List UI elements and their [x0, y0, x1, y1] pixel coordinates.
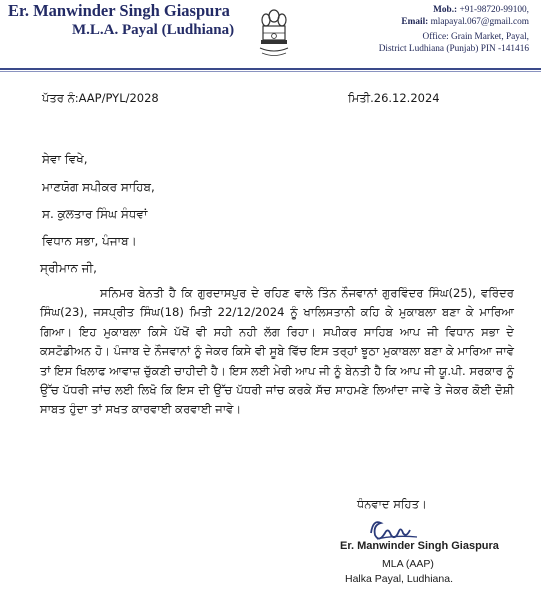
mob-value: +91-98720-99100,	[459, 5, 529, 15]
greeting: ਸ੍ਰੀਮਾਨ ਜੀ,	[40, 261, 97, 275]
closing-thanks: ਧੰਨਵਾਦ ਸਹਿਤ।	[357, 497, 427, 511]
recipient-name: ਸ. ਕੁਲਤਾਰ ਸਿੰਘ ਸੰਧਵਾਂ	[42, 207, 148, 221]
letter-date: ਮਿਤੀ.26.12.2024	[348, 91, 440, 105]
header-divider	[0, 68, 541, 70]
office-line-1: Office: Grain Market, Payal,	[422, 32, 529, 42]
mob-label: Mob.:	[433, 5, 458, 15]
office-line-2: District Ludhiana (Punjab) PIN -141416	[378, 44, 529, 54]
signatory-role: MLA (AAP)	[382, 558, 434, 570]
state-emblem-icon	[256, 6, 292, 62]
signatory-name: Er. Manwinder Singh Giaspura	[340, 540, 499, 552]
salutation-seva-vikhe: ਸੇਵਾ ਵਿਖੇ,	[42, 152, 88, 166]
email-value[interactable]: mlapayal.067@gmail.com	[430, 17, 529, 27]
letterhead-designation: M.L.A. Payal (Ludhiana)	[72, 22, 235, 38]
email-label: Email:	[401, 17, 429, 27]
letter-reference: ਪੱਤਰ ਨੰ:AAP/PYL/2028	[42, 91, 159, 105]
contact-block	[339, 4, 529, 55]
letter-body: ਸਨਿਮਰ ਬੇਨਤੀ ਹੈ ਕਿ ਗੁਰਦਾਸਪੁਰ ਦੇ ਰਹਿਣ ਵਾਲੇ ਤਿੰਨ ਨੌਜਵਾਨਾਂ ਗੁਰਵਿੰਦਰ ਸਿੰਘ(25), ਵਰਿੰਦਰ ਸਿੰਘ(23), ਜਸਪ੍ਰੀਤ ਸਿੰਘ(18) ਮਿਤੀ 22/12/2024 ਨੂੰ ਖਾਲਿਸਤਾਨੀ ਕਹਿ ਕੇ ਮੁਕਾਬਲਾ ਬਣਾ ਕੇ ਮਾਰਿਆ ਗਿਆ। ਇਹ ਮੁਕਾਬਲਾ ਕਿਸੇ ਪੱਖੋਂ ਵੀ ਸਹੀ ਨਹੀ ਲੱਗ ਰਿਹਾ। ਸਪੀਕਰ ਸਾਹਿਬ ਆਪ ਜੀ ਵਿਧਾਨ ਸਭਾ ਦੇ ਕਸਟੋਡੀਅਨ ਹੋ। ਪੰਜਾਬ ਦੇ ਨੌਜਵਾਨਾਂ ਨੂੰ ਜੇਕਰ ਕਿਸੇ ਵੀ ਸੂਬੇ ਵਿੱਚ ਇਸ ਤਰ੍ਹਾਂ ਝੂਠਾ ਮੁਕਾਬਲਾ ਬਣਾ ਕੇ ਮਾਰਿਆ ਜਾਵੇ ਤਾਂ ਇਸ ਖਿਲਾਫ ਆਵਾਜ਼ ਚੁੱਕਣੀ ਚਾਹੀਦੀ ਹੈ। ਇਸ ਲਈ ਮੇਰੀ ਆਪ ਜੀ ਨੂੰ ਬੇਨਤੀ ਹੈ ਕਿ ਆਪ ਜੀ ਯੂ.ਪੀ. ਸਰਕਾਰ ਨੂੰ ਉੱਚ ਪੱਧਰੀ ਜਾਂਚ ਲਈ ਲਿਖੋ ਕਿ ਇਸ ਦੀ ਉੱਚ ਪੱਧਰੀ ਜਾਂਚ ਕਰਕੇ ਸੱਚ ਸਾਹਮਣੇ ਲਿਆਂਦਾ ਜਾਵੇ ਤੇ ਜੇਕਰ ਕੋਈ ਦੋਸ਼ੀ ਸਾਬਤ ਹੁੰਦਾ ਤਾਂ ਸਖਤ ਕਾਰਵਾਈ ਕਰਵਾਈ ਜਾਵੇ।	[40, 286, 514, 417]
recipient-office: ਵਿਧਾਨ ਸਭਾ, ਪੰਜਾਬ।	[42, 234, 137, 248]
header-divider-thin	[0, 71, 541, 72]
signatory-place: Halka Payal, Ludhiana.	[345, 573, 453, 585]
letterhead-name: Er. Manwinder Singh Giaspura	[8, 1, 230, 20]
recipient-title: ਮਾਣਯੋਗ ਸਪੀਕਰ ਸਾਹਿਬ,	[42, 180, 155, 194]
